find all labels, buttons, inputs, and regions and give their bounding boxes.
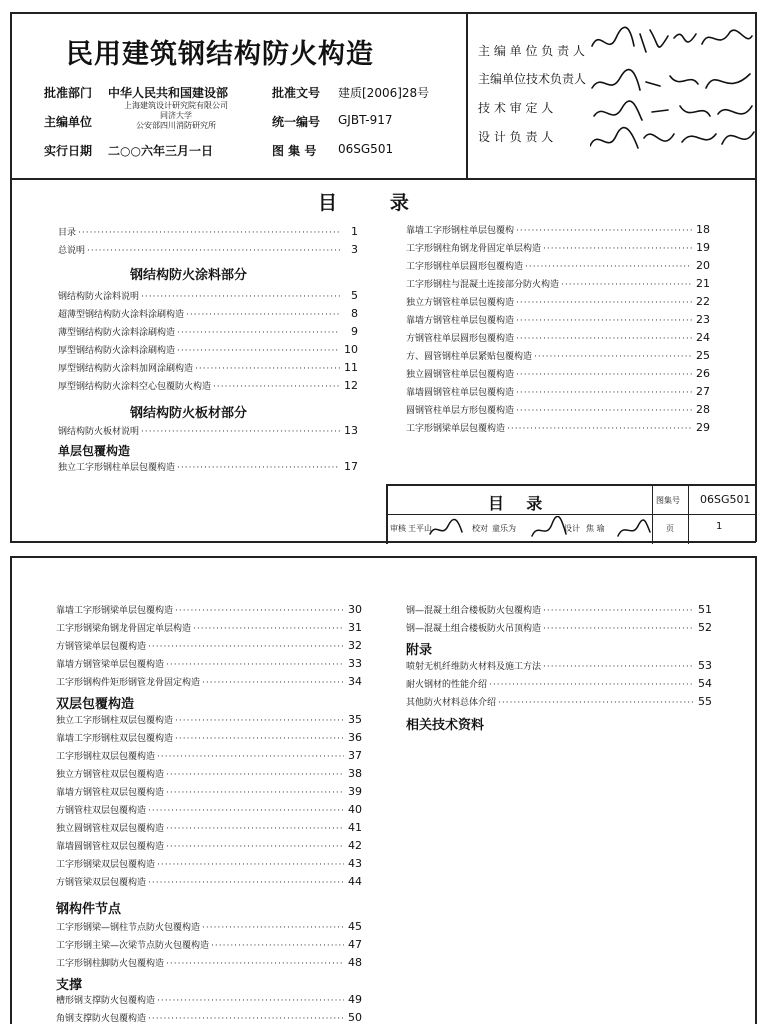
toc-item-title: 独立工字形钢柱双层包覆构造 (56, 716, 174, 726)
toc-leader (193, 624, 344, 634)
toc-item-page: 25 (696, 349, 710, 362)
toc-item-page: 10 (344, 343, 358, 356)
toc-item-title: 方钢管梁双层包覆构造 (56, 878, 147, 888)
toc-leader (157, 860, 344, 870)
toc-item-title: 方钢管柱单层圆形包覆构造 (406, 334, 515, 344)
toc-item-title: 厚型钢结构防火涂料加网涂刷构造 (58, 364, 194, 374)
toc-item-page: 21 (696, 277, 710, 290)
toc-item-title: 靠墙圆钢管柱双层包覆构造 (56, 842, 165, 852)
frame-right (755, 556, 757, 1024)
toc-item[interactable] (406, 403, 710, 417)
toc-item[interactable] (56, 857, 362, 871)
toc-leader (516, 298, 692, 308)
toc-item[interactable] (406, 259, 710, 273)
toc-item-page: 12 (344, 379, 358, 392)
toc-item-page: 48 (348, 956, 362, 969)
atlas-no: 06SG501 (338, 142, 394, 156)
toc-leader (166, 824, 344, 834)
toc-item[interactable] (56, 803, 362, 817)
toc-subsection-heading: 相关技术资料 (406, 718, 485, 733)
toc-item-title: 钢—混凝土组合楼板防火吊顶构造 (406, 624, 542, 634)
toc-item-page: 18 (696, 223, 710, 236)
design-head-label: 设 计 负 责 人 (478, 130, 554, 144)
toc-item-page: 53 (698, 659, 712, 672)
toc-item-page: 50 (348, 1011, 362, 1024)
title-block-divider (388, 514, 757, 515)
toc-item[interactable] (406, 277, 710, 291)
frame-top (10, 12, 756, 14)
toc-leader (141, 427, 340, 437)
title-block-atlas-no: 06SG501 (700, 493, 751, 506)
toc-item[interactable] (58, 225, 358, 239)
toc-leader (175, 606, 344, 616)
toc-item[interactable] (56, 713, 362, 727)
toc-leader (148, 1014, 344, 1024)
toc-item[interactable] (56, 839, 362, 853)
toc-leader (202, 678, 344, 688)
toc-item-title: 总说明 (58, 246, 86, 256)
toc-item[interactable] (56, 785, 362, 799)
toc-item-page: 8 (351, 307, 358, 320)
header-divider (10, 178, 756, 180)
title-block-atlas-divider (652, 486, 653, 544)
toc-item[interactable] (58, 243, 358, 257)
toc-leader (148, 642, 344, 652)
toc-item[interactable] (56, 1011, 362, 1025)
toc-leader (543, 624, 694, 634)
toc-item[interactable] (406, 349, 710, 363)
toc-leader (177, 463, 340, 473)
toc-leader (166, 660, 344, 670)
toc-item-title: 喷射无机纤维防火材料及施工方法 (406, 662, 542, 672)
technical-reviewer-label: 技 术 审 定 人 (478, 101, 554, 115)
toc-item-title: 工字形钢柱单层圆形包覆构造 (406, 262, 524, 272)
toc-item-title: 靠墙方钢管柱双层包覆构造 (56, 788, 165, 798)
toc-leader (525, 262, 692, 272)
toc-leader (141, 292, 340, 302)
chief-editor-unit-head-label: 主 编 单 位 负 责 人 (478, 44, 585, 58)
toc-item[interactable] (56, 749, 362, 763)
toc-item-page: 38 (348, 767, 362, 780)
toc-leader (148, 806, 344, 816)
toc-item-title: 其他防火材料总体介绍 (406, 698, 497, 708)
toc-item-title: 靠墙方钢管梁单层包覆构造 (56, 660, 165, 670)
toc-item[interactable] (58, 289, 358, 303)
frame-left (10, 556, 12, 1024)
toc-item-page: 22 (696, 295, 710, 308)
title-block-atlas-no-divider (688, 486, 689, 544)
toc-leader (543, 244, 692, 254)
toc-section-heading: 钢结构防火板材部分 (130, 406, 248, 421)
toc-leader (166, 770, 344, 780)
toc-subsection-heading: 单层包覆构造 (58, 444, 131, 458)
toc-item-page: 37 (348, 749, 362, 762)
toc-item[interactable] (58, 424, 358, 438)
toc-title: 目 录 (318, 192, 409, 214)
toc-item-page: 11 (344, 361, 358, 374)
toc-item-page: 31 (348, 621, 362, 634)
atlas-page-2 (10, 556, 756, 1024)
toc-leader (148, 878, 344, 888)
toc-leader (166, 788, 344, 798)
toc-item-title: 工字形钢梁—钢柱节点防火包覆构造 (56, 923, 201, 933)
frame-top (10, 556, 756, 558)
toc-item-title: 厚型钢结构防火涂料空心包覆防火构造 (58, 382, 212, 392)
doc-no-label: 批准文号 (272, 86, 321, 100)
toc-item[interactable] (406, 695, 712, 709)
toc-item-title: 圆钢管柱单层方形包覆构造 (406, 406, 515, 416)
toc-leader (78, 228, 340, 238)
toc-item[interactable] (406, 313, 710, 327)
toc-item-page: 54 (698, 677, 712, 690)
toc-item-title: 槽形钢支撑防火包覆构造 (56, 996, 156, 1006)
toc-item-page: 51 (698, 603, 712, 616)
unified-no: GJBT-917 (338, 113, 393, 127)
toc-leader (534, 352, 692, 362)
toc-item[interactable] (406, 603, 712, 617)
toc-leader (516, 316, 692, 326)
toc-section-heading: 钢结构防火涂料部分 (130, 268, 248, 283)
toc-item-page: 39 (348, 785, 362, 798)
toc-item-title: 独立方钢管柱双层包覆构造 (56, 770, 165, 780)
toc-item-title: 方、圆管钢柱单层紧贴包覆构造 (406, 352, 533, 362)
toc-item[interactable] (406, 223, 710, 237)
toc-item[interactable] (406, 295, 710, 309)
chief-editor-tech-head-label: 主编单位技术负责人 (478, 72, 587, 86)
toc-item[interactable] (56, 621, 362, 635)
toc-item-page: 26 (696, 367, 710, 380)
title-block-review-name: 王平山 (408, 524, 432, 533)
toc-item-title: 厚型钢结构防火涂料涂刷构造 (58, 346, 176, 356)
toc-item-page: 35 (348, 713, 362, 726)
editor-unit-2: 同济大学 (160, 111, 192, 120)
toc-item[interactable] (58, 325, 358, 339)
toc-item[interactable] (56, 675, 362, 689)
toc-item-title: 工字形钢梁单层包覆构造 (406, 424, 506, 434)
toc-leader (516, 406, 692, 416)
toc-item-title: 独立方钢管柱单层包覆构造 (406, 298, 515, 308)
title-block-design-name: 焦 瑜 (586, 524, 605, 533)
toc-item-title: 钢结构防火涂料说明 (58, 292, 140, 302)
editor-label: 主编单位 (44, 115, 93, 129)
toc-item-page: 33 (348, 657, 362, 670)
toc-item-page: 42 (348, 839, 362, 852)
unified-no-label: 统一编号 (272, 115, 321, 129)
toc-item[interactable] (56, 767, 362, 781)
toc-item-page: 23 (696, 313, 710, 326)
toc-item[interactable] (56, 603, 362, 617)
toc-leader (516, 226, 692, 236)
toc-item-page: 17 (344, 460, 358, 473)
toc-item[interactable] (58, 379, 358, 393)
toc-leader (166, 959, 344, 969)
editor-units (106, 101, 246, 131)
toc-item-page: 45 (348, 920, 362, 933)
toc-subsection-heading: 支撑 (56, 978, 83, 993)
toc-item[interactable] (58, 361, 358, 375)
toc-item-page: 24 (696, 331, 710, 344)
toc-item-page: 43 (348, 857, 362, 870)
toc-subsection-heading: 双层包覆构造 (56, 697, 135, 712)
toc-leader (175, 734, 344, 744)
toc-item-title: 工字形钢柱与混凝土连接部分防火构造 (406, 280, 560, 290)
toc-leader (195, 364, 340, 374)
toc-item[interactable] (406, 241, 710, 255)
toc-item-page: 30 (348, 603, 362, 616)
header-vertical-divider (466, 12, 468, 178)
toc-leader (87, 246, 340, 256)
toc-item-title: 钢—混凝土组合楼板防火包覆构造 (406, 606, 542, 616)
toc-item-title: 超薄型钢结构防火涂料涂刷构造 (58, 310, 185, 320)
toc-item[interactable] (56, 875, 362, 889)
toc-leader (561, 280, 692, 290)
toc-item-page: 44 (348, 875, 362, 888)
toc-item-title: 薄型钢结构防火涂料涂刷构造 (58, 328, 176, 338)
toc-item-title: 角钢支撑防火包覆构造 (56, 1014, 147, 1024)
title-block-page-label: 页 (666, 524, 674, 533)
toc-item[interactable] (406, 621, 712, 635)
toc-item-title: 工字形钢柱角钢龙骨固定单层构造 (406, 244, 542, 254)
toc-item[interactable] (406, 331, 710, 345)
toc-item[interactable] (56, 821, 362, 835)
toc-item-title: 独立圆钢管柱双层包覆构造 (56, 824, 165, 834)
toc-leader (157, 996, 344, 1006)
toc-item-page: 55 (698, 695, 712, 708)
toc-item-title: 钢结构防火板材说明 (58, 427, 140, 437)
toc-leader (213, 382, 340, 392)
title-block-check-name: 童乐为 (492, 524, 516, 533)
title-block-design-label: 设计 (564, 524, 580, 533)
toc-item-title: 工字形钢主梁—次梁节点防火包覆构造 (56, 941, 210, 951)
toc-item-page: 32 (348, 639, 362, 652)
doc-no: 建质[2006]28号 (338, 86, 430, 100)
frame-left (10, 12, 12, 542)
toc-leader (202, 923, 344, 933)
atlas-title: 民用建筑钢结构防火构造 (66, 39, 374, 70)
toc-item-page: 29 (696, 421, 710, 434)
toc-leader (507, 424, 692, 434)
signatures-header (590, 16, 756, 156)
toc-item-page: 13 (344, 424, 358, 437)
toc-item-page: 28 (696, 403, 710, 416)
toc-item-page: 1 (351, 225, 358, 238)
atlas-no-label: 图 集 号 (272, 144, 317, 158)
toc-item[interactable] (56, 956, 362, 970)
title-block-page-no: 1 (716, 521, 723, 532)
toc-item-title: 工字形钢柱脚防火包覆构造 (56, 959, 165, 969)
toc-leader (543, 606, 694, 616)
toc-item-title: 靠墙方钢管柱单层包覆构造 (406, 316, 515, 326)
toc-item-title: 工字形钢柱双层包覆构造 (56, 752, 156, 762)
toc-leader (543, 662, 694, 672)
toc-item-page: 36 (348, 731, 362, 744)
atlas-page-1 (10, 12, 756, 542)
toc-item-page: 3 (351, 243, 358, 256)
toc-item-title: 耐火钢材的性能介绍 (406, 680, 488, 690)
toc-leader (157, 752, 344, 762)
toc-leader (177, 346, 340, 356)
approval-dept-label: 批准部门 (44, 86, 93, 100)
editor-unit-1: 上海建筑设计研究院有限公司 (124, 101, 228, 110)
title-block (386, 484, 757, 544)
toc-item[interactable] (56, 920, 362, 934)
toc-item-title: 方钢管柱双层包覆构造 (56, 806, 147, 816)
toc-item-page: 47 (348, 938, 362, 951)
toc-leader (498, 698, 694, 708)
signatures-title-block (428, 516, 652, 542)
toc-item-page: 20 (696, 259, 710, 272)
toc-item[interactable] (56, 731, 362, 745)
toc-item-page: 49 (348, 993, 362, 1006)
title-block-check-label: 校对 (472, 524, 488, 533)
effective-date-label: 实行日期 (44, 144, 93, 158)
toc-leader (516, 334, 692, 344)
toc-item-page: 41 (348, 821, 362, 834)
toc-item[interactable] (58, 460, 358, 474)
toc-item-title: 靠墙工字形钢柱单层包覆构 (406, 226, 515, 236)
toc-item-title: 工字形钢构件矩形钢管龙骨固定构造 (56, 678, 201, 688)
toc-item-page: 34 (348, 675, 362, 688)
toc-leader (211, 941, 344, 951)
title-block-review-label: 审核 (390, 524, 406, 533)
toc-item-title: 靠墙工字形钢柱双层包覆构造 (56, 734, 174, 744)
toc-leader (177, 328, 340, 338)
toc-item[interactable] (406, 385, 710, 399)
toc-item-title: 方钢管梁单层包覆构造 (56, 642, 147, 652)
toc-item[interactable] (56, 993, 362, 1007)
toc-item[interactable] (406, 367, 710, 381)
toc-item[interactable] (406, 677, 712, 691)
toc-item[interactable] (56, 639, 362, 653)
title-block-name: 目 录 (488, 494, 543, 513)
toc-leader (186, 310, 340, 320)
editor-unit-3: 公安部四川消防研究所 (136, 121, 216, 130)
toc-subsection-heading: 附录 (406, 643, 433, 658)
title-block-atlas-label: 图集号 (656, 496, 680, 505)
toc-item-title: 独立圆钢管柱单层包覆构造 (406, 370, 515, 380)
effective-date: 二○○六年三月一日 (108, 144, 213, 158)
toc-item-title: 目录 (58, 228, 77, 238)
approval-dept: 中华人民共和国建设部 (108, 86, 229, 100)
page-gap (0, 548, 768, 556)
toc-item-title: 独立工字形钢柱单层包覆构造 (58, 463, 176, 473)
toc-item[interactable] (406, 659, 712, 673)
toc-item[interactable] (58, 343, 358, 357)
toc-leader (166, 842, 344, 852)
toc-leader (516, 388, 692, 398)
toc-item-page: 52 (698, 621, 712, 634)
toc-item-page: 27 (696, 385, 710, 398)
toc-subsection-heading: 钢构件节点 (56, 902, 122, 917)
toc-item-title: 靠墙工字形钢梁单层包覆构造 (56, 606, 174, 616)
toc-leader (489, 680, 694, 690)
toc-item[interactable] (58, 307, 358, 321)
toc-item[interactable] (406, 421, 710, 435)
toc-item-page: 40 (348, 803, 362, 816)
toc-item[interactable] (56, 938, 362, 952)
toc-item-page: 9 (351, 325, 358, 338)
toc-leader (516, 370, 692, 380)
toc-item-title: 工字形钢梁双层包覆构造 (56, 860, 156, 870)
toc-item[interactable] (56, 657, 362, 671)
toc-item-title: 工字形钢梁角钢龙骨固定单层构造 (56, 624, 192, 634)
toc-item-page: 5 (351, 289, 358, 302)
toc-item-title: 靠墙圆钢管柱单层包覆构造 (406, 388, 515, 398)
toc-item-page: 19 (696, 241, 710, 254)
toc-leader (175, 716, 344, 726)
